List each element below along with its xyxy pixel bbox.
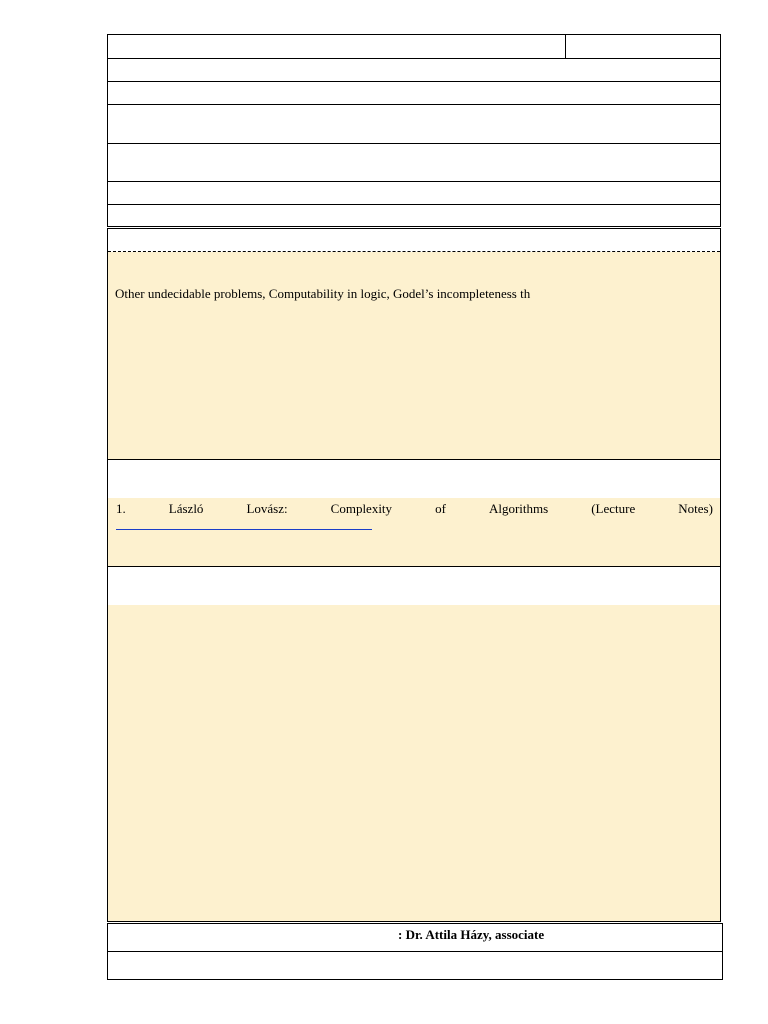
header-table [107, 34, 721, 227]
header-row-line [108, 58, 720, 59]
additional-content [108, 605, 720, 921]
literature-item [116, 501, 713, 517]
footer-row-responsible [108, 924, 722, 951]
header-row-line [108, 143, 720, 144]
literature-content [108, 498, 720, 566]
topics-section [108, 229, 720, 459]
topics-heading-row [108, 229, 720, 252]
header-column-divider [565, 35, 566, 58]
header-row-line [108, 81, 720, 82]
literature-word: Lovász: [246, 501, 288, 516]
footer-table [107, 923, 723, 980]
literature-word: Notes) [678, 501, 713, 516]
topics-content [108, 252, 720, 459]
additional-heading-row [108, 567, 720, 605]
content-table [107, 228, 721, 922]
literature-word: Algorithms [488, 501, 549, 516]
literature-word: László [168, 501, 204, 516]
additional-section [108, 567, 720, 921]
literature-word: of [435, 501, 446, 516]
footer-row-line [108, 951, 722, 952]
literature-section [108, 460, 720, 566]
literature-link[interactable] [116, 529, 372, 530]
literature-word: Complexity [330, 501, 393, 516]
responsible-person: : Dr. Attila Házy, associate [398, 927, 545, 942]
header-row-line [108, 204, 720, 205]
header-row-line [108, 104, 720, 105]
header-row-line [108, 181, 720, 182]
literature-heading-row [108, 460, 720, 498]
literature-word: (Lecture [591, 501, 636, 516]
literature-word: 1. [116, 501, 126, 516]
topics-text: Other undecidable problems, Computability in logic, Godel’s incompleteness th [115, 286, 531, 301]
